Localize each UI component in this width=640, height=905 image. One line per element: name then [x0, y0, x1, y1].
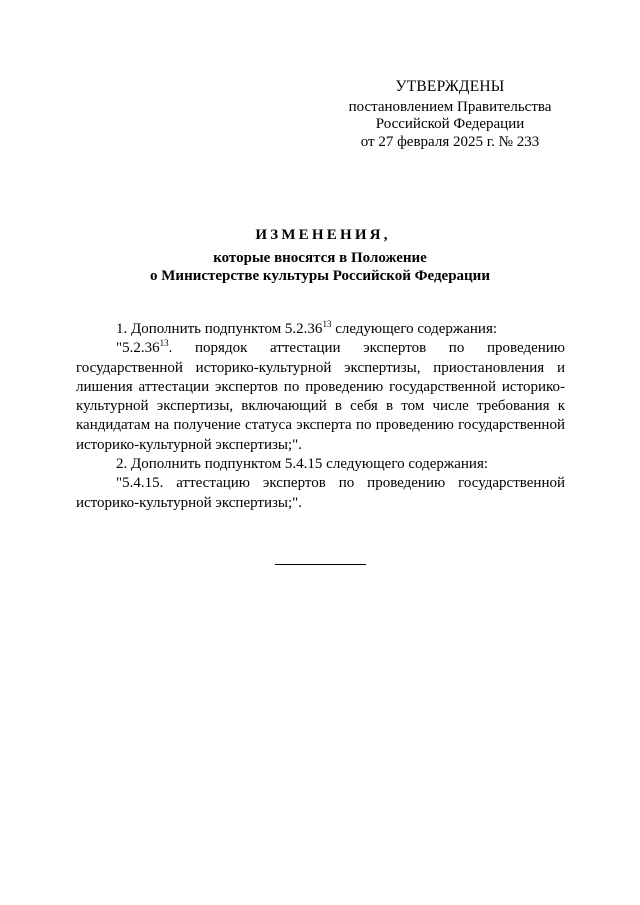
approved-label: УТВЕРЖДЕНЫ [395, 78, 505, 95]
paragraph-2-text: "5.2.36 [116, 340, 160, 357]
paragraph-1-superscript: 13 [322, 319, 332, 329]
paragraph-2-superscript: 13 [159, 338, 169, 349]
paragraph-4: "5.4.15. аттестацию экспертов по проведению государственной историко-культурной экспертизы;". [76, 475, 565, 511]
approval-block [330, 78, 570, 151]
paragraph-2 [76, 339, 565, 455]
approval-line-resolution: постановлением Правительства [348, 98, 552, 115]
paragraph-1-tail: следующего содержания: [331, 321, 498, 337]
end-separator-line [275, 564, 366, 565]
approval-line-federation: Российской Федерации [375, 116, 525, 132]
paragraph-2-tail: . порядок аттестации экспертов по проведению государственной историко-культурной экспертизы, приостановления и лишения аттестации экспертов по проведению государственной историко-культурной экспертизы, включающий в себя в том числе требования к кандидатам на получение статуса эксперта по проведению государственной историко-культурной экспертизы;". [76, 340, 565, 453]
approval-line-date: от 27 февраля 2025 г. № 233 [360, 133, 540, 150]
title-subtitle-line1: которые вносятся в Положение [213, 250, 427, 266]
title-heading: ИЗМЕНЕНИЯ, [255, 227, 391, 243]
paragraph-1 [76, 320, 565, 339]
title-subtitle-line2: о Министерстве культуры Российской Федерации [150, 268, 490, 284]
document-body [76, 320, 565, 513]
document-title [0, 226, 640, 285]
paragraph-1-text: 1. Дополнить подпунктом 5.2.36 [116, 321, 323, 337]
paragraph-3: 2. Дополнить подпунктом 5.4.15 следующего содержания: [116, 456, 489, 473]
